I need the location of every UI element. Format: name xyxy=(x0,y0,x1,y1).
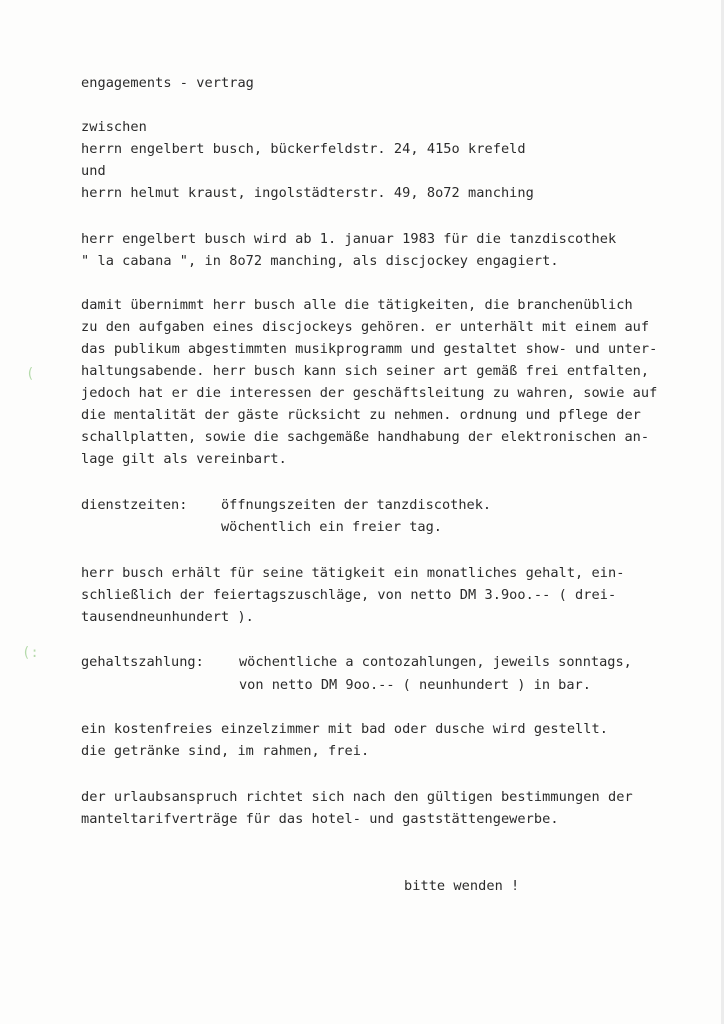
ink-speck-mark: (: xyxy=(22,645,39,661)
work-hours-line: wöchentlich ein freier tag. xyxy=(221,519,442,535)
payment-line: von netto DM 9oo.-- ( neunhundert ) in bar. xyxy=(239,677,591,693)
engagement-line: herr engelbert busch wird ab 1. januar 1983 für die tanzdiscothek xyxy=(81,231,617,247)
parties-line: zwischen xyxy=(81,119,147,135)
salary-line: schließlich der feiertagszuschläge, von netto DM 3.9oo.-- ( drei- xyxy=(81,587,617,603)
duties-line: lage gilt als vereinbart. xyxy=(81,451,287,467)
vacation-line: der urlaubsanspruch richtet sich nach den gültigen bestimmungen der xyxy=(81,789,633,805)
duties-line: haltungsabende. herr busch kann sich seiner art gemäß frei entfalten, xyxy=(81,363,650,379)
room-line: ein kostenfreies einzelzimmer mit bad oder dusche wird gestellt. xyxy=(81,721,608,737)
parties-line: und xyxy=(81,163,106,179)
parties-line: herrn engelbert busch, bückerfeldstr. 24, 415o krefeld xyxy=(81,141,526,157)
duties-line: das publikum abgestimmten musikprogramm und gestaltet show- und unter- xyxy=(81,341,658,357)
payment-line: wöchentliche a contozahlungen, jeweils sonntags, xyxy=(239,654,632,670)
duties-line: zu den aufgaben eines discjockeys gehören. er unterhält mit einem auf xyxy=(81,319,650,335)
parties-line: herrn helmut kraust, ingolstädterstr. 49, 8o72 manching xyxy=(81,185,534,201)
work-hours-line: öffnungszeiten der tanzdiscothek. xyxy=(221,497,492,513)
duties-line: jedoch hat er die interessen der geschäftsleitung zu wahren, sowie auf xyxy=(81,385,658,401)
vacation-line: manteltarifverträge für das hotel- und gaststättengewerbe. xyxy=(81,811,559,827)
salary-line: tausendneunhundert ). xyxy=(81,609,254,625)
duties-line: schallplatten, sowie die sachgemäße handhabung der elektronischen an- xyxy=(81,429,650,445)
duties-line: damit übernimmt herr busch alle die tätigkeiten, die branchenüblich xyxy=(81,297,633,313)
room-line: die getränke sind, im rahmen, frei. xyxy=(81,743,370,759)
ink-speck-mark: ( xyxy=(26,366,35,382)
salary-line: herr busch erhält für seine tätigkeit ein monatliches gehalt, ein- xyxy=(81,565,625,581)
duties-line: die mentalität der gäste rücksicht zu nehmen. ordnung und pflege der xyxy=(81,407,641,423)
work-hours-label: dienstzeiten: xyxy=(81,497,188,513)
engagement-line: " la cabana ", in 8o72 manching, als discjockey engagiert. xyxy=(81,253,559,269)
document-title: engagements - vertrag xyxy=(81,75,254,91)
footer-note: bitte wenden ! xyxy=(404,878,520,894)
payment-label: gehaltszahlung: xyxy=(81,654,204,670)
